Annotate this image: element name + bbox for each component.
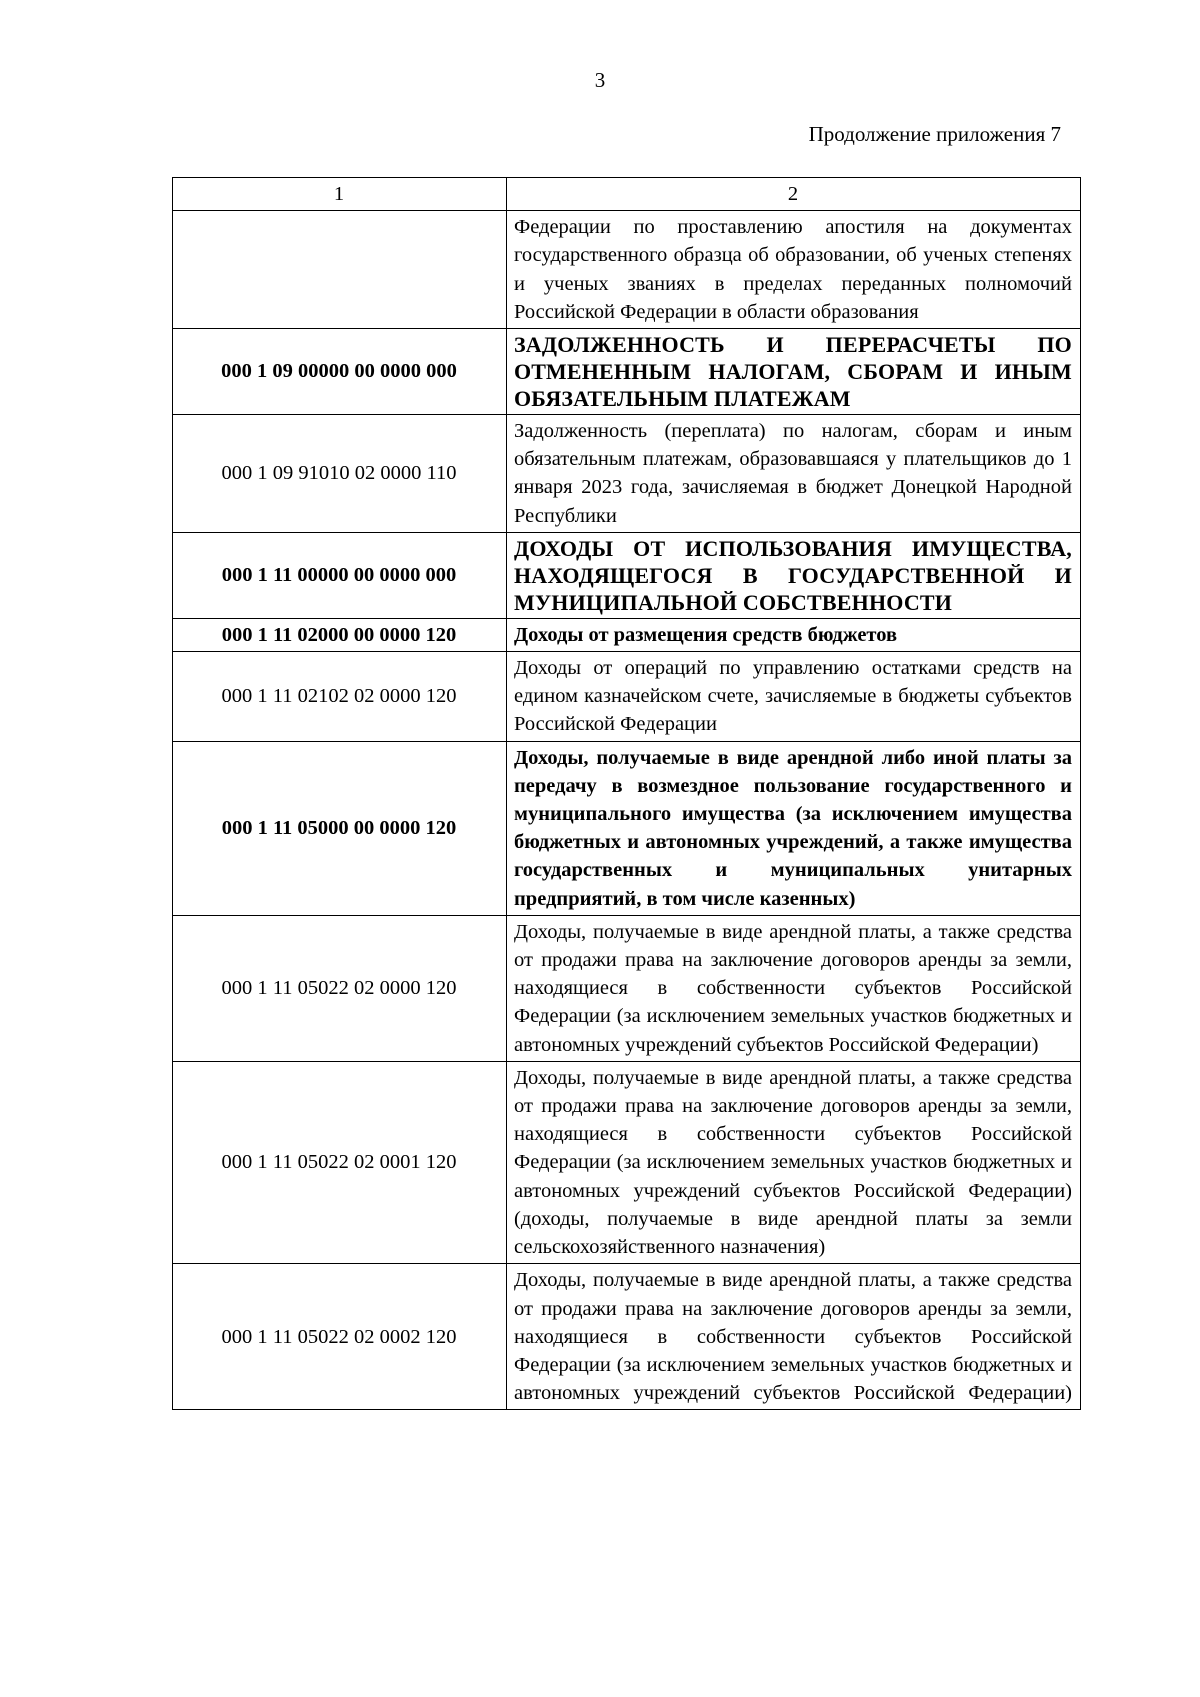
table-row xyxy=(173,915,1081,1061)
column-header-1: 1 xyxy=(173,178,507,211)
description-cell: ДОХОДЫ ОТ ИСПОЛЬЗОВАНИЯ ИМУЩЕСТВА, НАХОДЯЩЕГОСЯ В ГОСУДАРСТВЕННОЙ И МУНИЦИПАЛЬНОЙ СОБСТВЕННОСТИ xyxy=(507,532,1081,618)
table-header-row xyxy=(173,178,1081,211)
description-cell: Доходы от операций по управлению остатками средств на едином казначейском счете, зачисляемые в бюджеты субъектов Российской Федерации xyxy=(507,652,1081,742)
table-row xyxy=(173,741,1081,915)
budget-code-cell: 000 1 11 05022 02 0000 120 xyxy=(173,915,507,1061)
budget-code-cell xyxy=(173,211,507,329)
budget-code-cell: 000 1 11 00000 00 0000 000 xyxy=(173,532,507,618)
description-cell: ЗАДОЛЖЕННОСТЬ И ПЕРЕРАСЧЕТЫ ПО ОТМЕНЕННЫМ НАЛОГАМ, СБОРАМ И ИНЫМ ОБЯЗАТЕЛЬНЫМ ПЛАТЕЖАМ xyxy=(507,329,1081,415)
description-cell: Доходы от размещения средств бюджетов xyxy=(507,618,1081,651)
budget-code-cell: 000 1 11 02000 00 0000 120 xyxy=(173,618,507,651)
description-cell: Федерации по проставлению апостиля на документах государственного образца об образовании, об ученых степенях и ученых званиях в пределах переданных полномочий Российской Федерации в области образования xyxy=(507,211,1081,329)
budget-code-cell: 000 1 11 05022 02 0002 120 xyxy=(173,1264,507,1410)
description-cell: Доходы, получаемые в виде арендной платы, а также средства от продажи права на заключение договоров аренды за земли, находящиеся в собственности субъектов Российской Федерации (за исключением земельных участков бюджетных и автономных учреждений субъектов Российской Федерации) (доходы, получаемые в виде арендной платы за земли сельскохозяйственного назначения) xyxy=(507,1061,1081,1263)
description-cell: Доходы, получаемые в виде арендной платы, а также средства от продажи права на заключение договоров аренды за земли, находящиеся в собственности субъектов Российской Федерации (за исключением земельных участков бюджетных и автономных учреждений субъектов Российской Федерации) xyxy=(507,915,1081,1061)
budget-code-cell: 000 1 11 05000 00 0000 120 xyxy=(173,741,507,915)
table-row xyxy=(173,618,1081,651)
revenue-codes-table xyxy=(172,177,1081,1410)
description-cell: Доходы, получаемые в виде арендной либо иной платы за передачу в возмездное пользование государственного и муниципального имущества (за исключением имущества бюджетных и автономных учреждений, а также имущества государственных и муниципальных унитарных предприятий, в том числе казенных) xyxy=(507,741,1081,915)
appendix-continuation-note: Продолжение приложения 7 xyxy=(808,122,1061,146)
table-row xyxy=(173,1061,1081,1263)
budget-code-cell: 000 1 09 91010 02 0000 110 xyxy=(173,415,507,533)
column-header-2: 2 xyxy=(507,178,1081,211)
description-cell: Доходы, получаемые в виде арендной платы, а также средства от продажи права на заключение договоров аренды за земли, находящиеся в собственности субъектов Российской Федерации (за исключением земельных участков бюджетных и автономных учреждений субъектов Российской Федерации) xyxy=(507,1264,1081,1410)
table-row xyxy=(173,211,1081,329)
description-cell: Задолженность (переплата) по налогам, сборам и иным обязательным платежам, образовавшаяся у плательщиков до 1 января 2023 года, зачисляемая в бюджет Донецкой Народной Республики xyxy=(507,415,1081,533)
budget-code-cell: 000 1 11 02102 02 0000 120 xyxy=(173,652,507,742)
table-row xyxy=(173,1264,1081,1410)
budget-code-cell: 000 1 09 00000 00 0000 000 xyxy=(173,329,507,415)
page-number: 3 xyxy=(594,68,606,92)
table-row xyxy=(173,415,1081,533)
table-row xyxy=(173,532,1081,618)
table-row xyxy=(173,652,1081,742)
table-row xyxy=(173,329,1081,415)
budget-code-cell: 000 1 11 05022 02 0001 120 xyxy=(173,1061,507,1263)
